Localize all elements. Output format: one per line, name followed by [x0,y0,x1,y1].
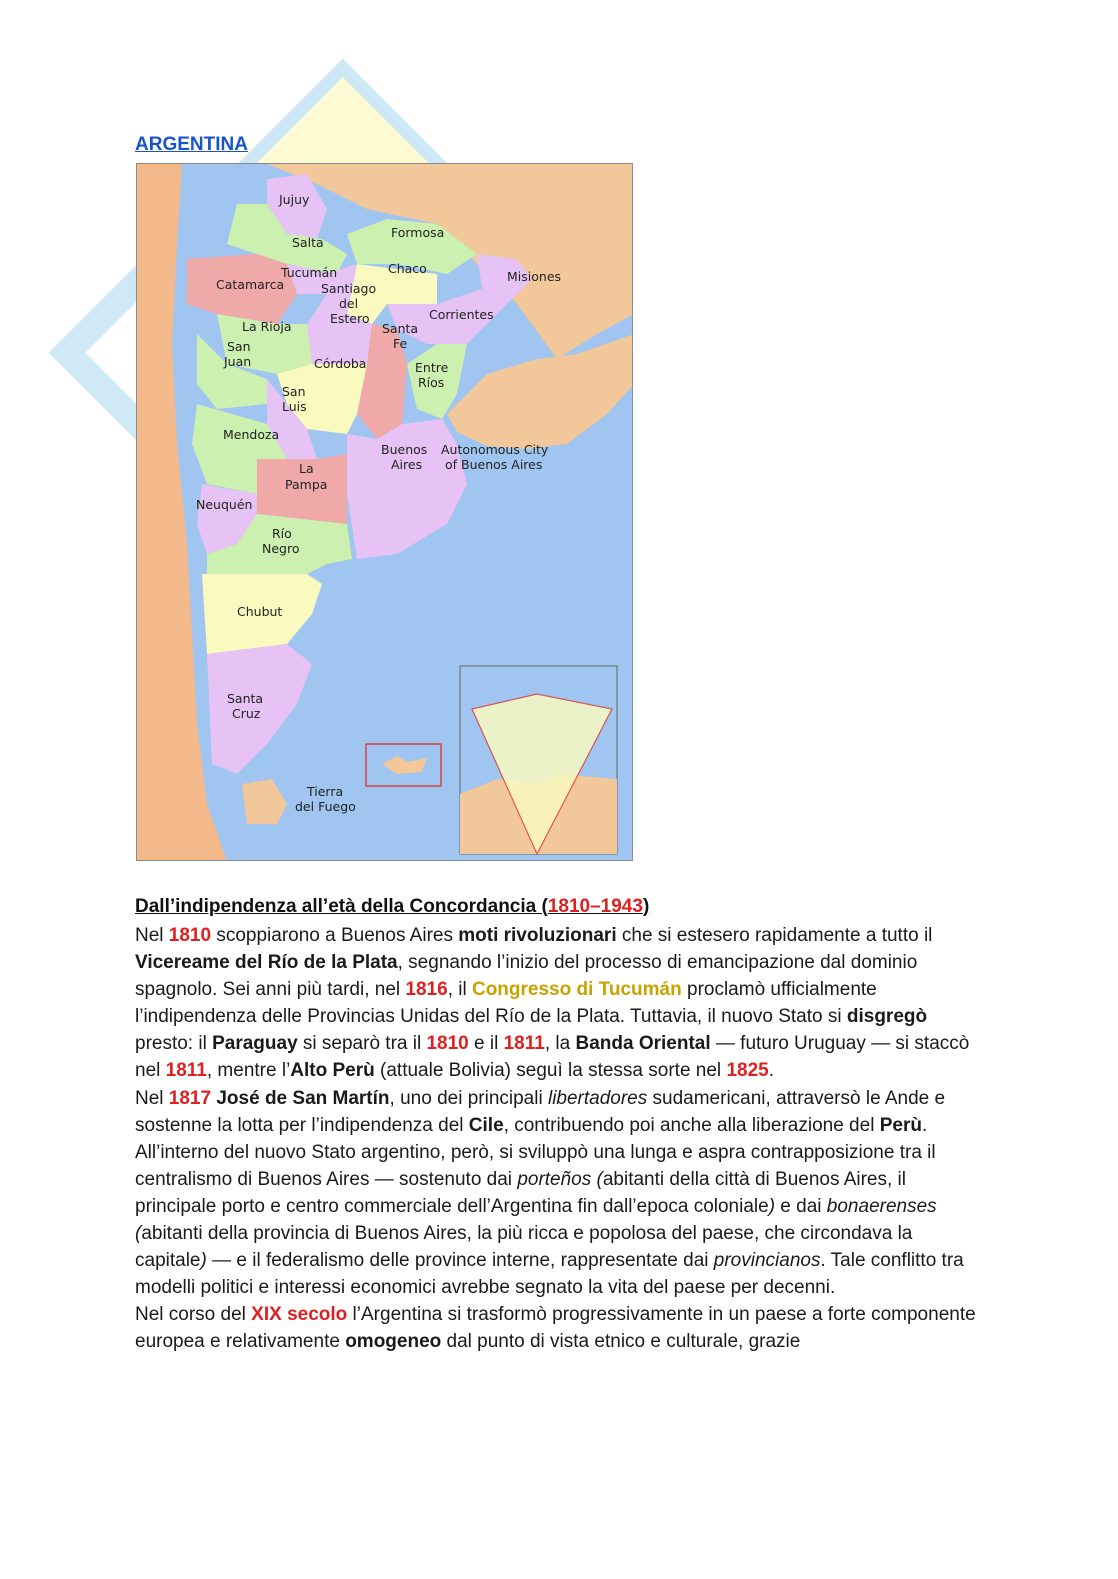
bold-term: José de San Martín [216,1087,390,1109]
label-tierra-del-fuego-1: Tierra [307,784,344,799]
paragraph-2 [135,1085,985,1302]
italic-term: ) [768,1195,776,1217]
text-run: , mentre l’ [206,1060,291,1082]
year-highlight: 1811 [503,1033,545,1055]
text-run: scoppiarono a Buenos Aires [211,925,459,946]
text-run: , uno dei principali [389,1087,548,1109]
text-run: presto: il [135,1033,213,1055]
label-cordoba: Córdoba [314,356,367,371]
bold-term: omogeneo [345,1331,442,1353]
italic-term: porteños ( [517,1168,603,1190]
bold-term: Cile [468,1114,504,1136]
text-run: . All’interno del nuovo Stato argentino, però, si sviluppò una lunga e aspra contrapposizione tra il centralismo di Buenos Aires — sostenuto dai [135,1114,936,1190]
bold-term: Banda Oriental [575,1033,711,1055]
label-chaco: Chaco [388,261,427,276]
italic-term: provincianos [713,1250,821,1272]
label-santa-cruz-1: Santa [227,691,264,706]
text-run: abitanti della città di Buenos Aires, il principale porto e centro commerciale dell’Argentina fin dall’epoca coloniale [135,1168,906,1217]
italic-term: ) [200,1250,207,1272]
label-jujuy: Jujuy [279,192,310,207]
text-run: , il [447,979,472,1001]
text-run: , la [544,1033,576,1055]
label-salta: Salta [292,235,324,250]
text-run: e dai [775,1195,827,1217]
label-buenos-aires-2: Aires [391,457,423,472]
label-caba-2: of Buenos Aires [445,457,543,472]
year-highlight: 1811 [165,1060,207,1082]
label-rio-negro-2: Negro [262,541,300,556]
paragraph-1 [135,922,985,1085]
text-run: . [768,1060,774,1082]
label-la-pampa-2: Pampa [285,477,328,492]
text-run: abitanti della provincia di Buenos Aires, la più ricca e popolosa del paese, che circondava la capitale [135,1223,913,1272]
argentina-map [136,163,633,861]
year-highlight: 1816 [405,979,448,1001]
label-tierra-del-fuego-2: del Fuego [295,799,356,814]
label-entre-rios-2: Ríos [418,375,445,390]
bold-term: Paraguay [212,1033,298,1055]
year-highlight: 1810 [426,1033,469,1055]
label-san-luis-2: Luis [282,399,307,414]
text-run: sudamericani, attraversò le Ande e sostenne la lotta per l’indipendenza del [135,1087,946,1136]
label-entre-rios-1: Entre [415,360,449,375]
text-run: (attuale Bolivia) seguì la stessa sorte nel [374,1060,727,1082]
section-heading [135,896,649,918]
text-run: — e il federalismo delle province interne, rappresentate dai [206,1250,714,1272]
heading-close: ) [642,896,650,917]
heading-text: Dall’indipendenza all’età della Concordancia ( [135,896,548,917]
label-catamarca: Catamarca [216,277,285,292]
label-chubut: Chubut [237,604,283,619]
label-santa-fe-1: Santa [382,321,419,336]
text-run: proclamò ufficialmente l’indipendenza delle Provincias Unidas del Río de la Plata. Tuttavia, il nuovo Stato si [135,979,877,1028]
label-neuquen: Neuquén [196,497,253,512]
document-title: ARGENTINA [135,134,248,155]
text-run: e il [468,1033,504,1055]
label-mendoza: Mendoza [223,427,280,442]
label-corrientes: Corrientes [429,307,494,322]
label-la-rioja: La Rioja [242,319,292,334]
text-run: che si estesero rapidamente a tutto il [616,925,933,946]
year-highlight: 1817 [168,1087,212,1109]
label-misiones: Misiones [507,269,562,284]
paragraph-3 [135,1301,985,1355]
label-santa-cruz-2: Cruz [232,706,261,721]
label-santiago-2: del [339,296,359,311]
label-tucuman: Tucumán [281,265,338,280]
italic-term: libertadores [547,1087,648,1109]
bold-term: Vicereame del Río de la Plata [135,952,398,974]
label-santiago-1: Santiago [321,281,377,296]
text-run: — futuro Uruguay — si staccò nel [135,1033,970,1082]
bold-term: disgregò [846,1006,928,1028]
label-buenos-aires-1: Buenos [381,442,428,457]
text-run: . Tale conflitto tra modelli politici e interessi economici avrebbe segnato la vita del paese per decenni. [135,1250,964,1299]
label-san-juan-2: Juan [224,354,252,369]
text-run: l’Argentina si trasformò progressivamente in un paese a forte componente europea e relativamente [135,1304,976,1353]
bold-term: moti rivoluzionari [458,925,617,946]
label-la-pampa-1: La [299,461,314,476]
text-run: dal punto di vista etnico e culturale, grazie [441,1331,801,1353]
heading-years: 1810–1943 [547,896,643,917]
italic-term: bonaerenses ( [135,1195,937,1245]
label-caba-1: Autonomous City [441,442,549,457]
label-rio-negro-1: Río [272,526,292,541]
label-santa-fe-2: Fe [393,336,408,351]
text-run: , segnando l’inizio del processo di emancipazione dal dominio spagnolo. Sei anni più tardi, nel [135,952,918,1001]
year-highlight: 1825 [726,1060,769,1082]
text-run: , contribuendo poi anche alla liberazione del [503,1114,880,1136]
bold-term: Alto Perù [290,1060,375,1082]
year-highlight: 1810 [168,925,212,946]
gold-term: Congresso di Tucumán [471,979,682,1001]
text-run: Nel corso del [135,1304,252,1326]
label-santiago-3: Estero [330,311,370,326]
label-san-luis-1: San [282,384,306,399]
century-highlight: XIX secolo [251,1304,348,1326]
text-run: si separò tra il [297,1033,427,1055]
body-text [135,922,985,1356]
bold-term: Perù [879,1114,922,1136]
map-svg [137,164,633,861]
label-san-juan-1: San [227,339,251,354]
text-run: Nel [135,925,169,946]
text-run: Nel [135,1087,169,1109]
label-formosa: Formosa [391,225,445,240]
